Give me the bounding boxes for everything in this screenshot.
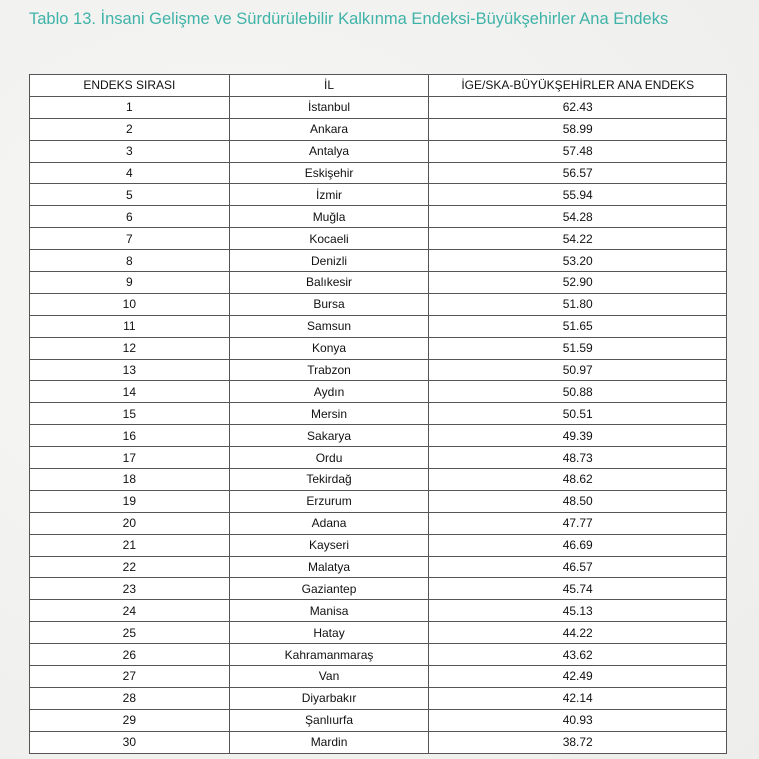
province-cell: Tekirdağ [229,469,429,491]
index-value-cell: 44.22 [429,622,727,644]
table-row [30,556,727,578]
rank-cell: 5 [30,184,230,206]
index-value-cell: 51.80 [429,293,727,315]
province-cell: Adana [229,512,429,534]
province-cell: Mardin [229,731,429,753]
table-row [30,118,727,140]
index-value-cell: 43.62 [429,644,727,666]
table-row [30,315,727,337]
rank-cell: 20 [30,512,230,534]
rank-cell: 12 [30,337,230,359]
rank-cell: 11 [30,315,230,337]
province-cell: Diyarbakır [229,687,429,709]
index-value-cell: 50.88 [429,381,727,403]
index-value-cell: 51.65 [429,315,727,337]
index-value-cell: 46.69 [429,534,727,556]
rank-cell: 3 [30,140,230,162]
index-value-cell: 54.28 [429,206,727,228]
rank-cell: 8 [30,250,230,272]
index-value-cell: 57.48 [429,140,727,162]
index-value-cell: 47.77 [429,512,727,534]
table-row [30,687,727,709]
province-cell: Mersin [229,403,429,425]
table-row [30,425,727,447]
table-row [30,622,727,644]
province-cell: Eskişehir [229,162,429,184]
province-cell: Bursa [229,293,429,315]
table-row [30,731,727,753]
province-cell: Şanlıurfa [229,709,429,731]
rank-cell: 30 [30,731,230,753]
table-row [30,644,727,666]
table-title: Tablo 13. İnsani Gelişme ve Sürdürülebilir Kalkınma Endeksi-Büyükşehirler Ana Endeks [29,10,669,28]
rank-cell: 16 [30,425,230,447]
province-cell: Denizli [229,250,429,272]
table-row [30,469,727,491]
table-row [30,666,727,688]
index-value-cell: 50.97 [429,359,727,381]
table-row [30,293,727,315]
index-value-cell: 51.59 [429,337,727,359]
province-cell: Muğla [229,206,429,228]
header-index: İGE/SKA-BÜYÜKŞEHİRLER ANA ENDEKS [429,75,727,97]
index-value-cell: 42.49 [429,666,727,688]
rank-cell: 19 [30,490,230,512]
table-body [30,96,727,753]
index-value-cell: 49.39 [429,425,727,447]
rank-cell: 14 [30,381,230,403]
province-cell: Kahramanmaraş [229,644,429,666]
index-value-cell: 38.72 [429,731,727,753]
rank-cell: 9 [30,272,230,294]
province-cell: Balıkesir [229,272,429,294]
province-cell: Erzurum [229,490,429,512]
province-cell: Ankara [229,118,429,140]
rank-cell: 25 [30,622,230,644]
table-row [30,490,727,512]
rank-cell: 17 [30,447,230,469]
table-row [30,162,727,184]
rank-cell: 28 [30,687,230,709]
rank-cell: 23 [30,578,230,600]
index-table [29,74,727,754]
province-cell: Manisa [229,600,429,622]
index-value-cell: 48.50 [429,490,727,512]
province-cell: Van [229,666,429,688]
table-row [30,359,727,381]
table-row [30,600,727,622]
index-value-cell: 42.14 [429,687,727,709]
table-row [30,578,727,600]
province-cell: Antalya [229,140,429,162]
rank-cell: 21 [30,534,230,556]
rank-cell: 24 [30,600,230,622]
table-row [30,272,727,294]
province-cell: Malatya [229,556,429,578]
table-row [30,184,727,206]
index-value-cell: 45.13 [429,600,727,622]
rank-cell: 2 [30,118,230,140]
province-cell: Ordu [229,447,429,469]
rank-cell: 13 [30,359,230,381]
index-value-cell: 46.57 [429,556,727,578]
table-row [30,534,727,556]
index-value-cell: 62.43 [429,96,727,118]
index-value-cell: 48.73 [429,447,727,469]
table-row [30,206,727,228]
province-cell: İzmir [229,184,429,206]
rank-cell: 4 [30,162,230,184]
table-row [30,337,727,359]
table-row [30,250,727,272]
table-row [30,403,727,425]
index-value-cell: 50.51 [429,403,727,425]
index-value-cell: 55.94 [429,184,727,206]
index-value-cell: 58.99 [429,118,727,140]
header-rank: ENDEKS SIRASI [30,75,230,97]
rank-cell: 29 [30,709,230,731]
rank-cell: 7 [30,228,230,250]
index-value-cell: 40.93 [429,709,727,731]
table-header-row [30,75,727,97]
province-cell: İstanbul [229,96,429,118]
table-row [30,381,727,403]
index-value-cell: 45.74 [429,578,727,600]
province-cell: Samsun [229,315,429,337]
table-row [30,447,727,469]
province-cell: Hatay [229,622,429,644]
rank-cell: 22 [30,556,230,578]
table-row [30,96,727,118]
rank-cell: 6 [30,206,230,228]
province-cell: Aydın [229,381,429,403]
province-cell: Kayseri [229,534,429,556]
index-value-cell: 53.20 [429,250,727,272]
index-value-cell: 48.62 [429,469,727,491]
rank-cell: 10 [30,293,230,315]
header-province: İL [229,75,429,97]
index-value-cell: 54.22 [429,228,727,250]
table-row [30,512,727,534]
rank-cell: 18 [30,469,230,491]
rank-cell: 1 [30,96,230,118]
index-value-cell: 52.90 [429,272,727,294]
province-cell: Konya [229,337,429,359]
rank-cell: 27 [30,666,230,688]
province-cell: Trabzon [229,359,429,381]
province-cell: Kocaeli [229,228,429,250]
table-row [30,140,727,162]
table-row [30,228,727,250]
index-value-cell: 56.57 [429,162,727,184]
rank-cell: 15 [30,403,230,425]
rank-cell: 26 [30,644,230,666]
province-cell: Gaziantep [229,578,429,600]
table-row [30,709,727,731]
province-cell: Sakarya [229,425,429,447]
